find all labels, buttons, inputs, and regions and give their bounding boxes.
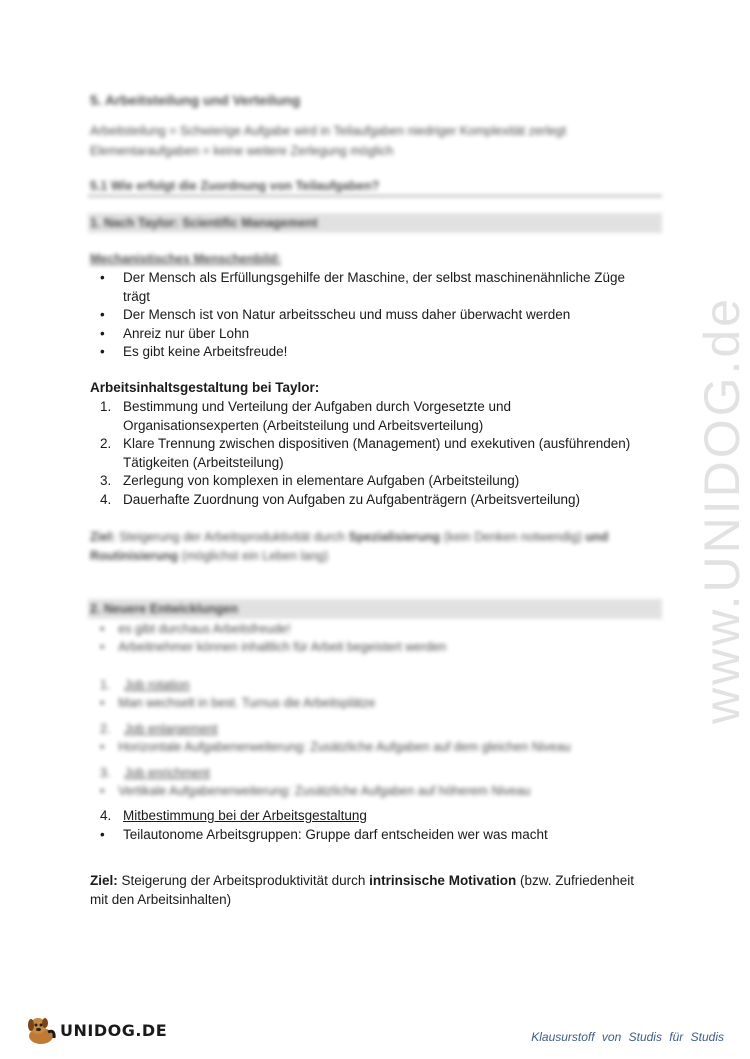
dog-mascot-icon (24, 1014, 58, 1046)
neuere-bullet-2: • Arbeitnehmer können inhaltlich für Arbeit begeistert werden (100, 640, 447, 654)
intro-line-1: Arbeitsteilung = Schwierige Aufgabe wird in Teilaufgaben niedriger Komplexität zerlegt (90, 124, 567, 138)
neuere-heading: 2. Neuere Entwicklungen (90, 602, 238, 616)
neuere-bullet-1: • es gibt durchaus Arbeitsfreude! (100, 622, 291, 636)
job-enlargement-title: 2. Job enlargement (100, 722, 218, 736)
numbered-item-continuation: Organisationsexperten (Arbeitsteilung und Arbeitsverteilung) (123, 417, 484, 433)
neuere-ziel-line-2: mit den Arbeitsinhalten) (90, 892, 232, 907)
taylor-ziel-line-1: Ziel: Steigerung der Arbeitsproduktivität durch Spezialisierung (kein Denken notwendig) und (90, 530, 609, 544)
mitbestimmung-list (90, 807, 660, 844)
taylor-heading: 1. Nach Taylor: Scientific Management (90, 216, 318, 230)
numbered-item: 2. Klare Trennung zwischen dispositiven (Management) und exekutiven (ausführenden) (100, 436, 631, 451)
menschenbild-list (90, 269, 660, 362)
footer-tagline: Klausurstoff von Studis für Studis (531, 1030, 724, 1044)
logo-text: UNIDOG.DE (60, 1020, 168, 1040)
gestaltung-list (90, 398, 660, 509)
subsection-title: 5.1 Wie erfolgt die Zuordnung von Teilaufgaben? (90, 179, 380, 193)
neuere-ziel (90, 871, 660, 909)
watermark-text: www.UNIDOG.de (694, 296, 750, 724)
subsection-rule (88, 195, 662, 197)
list-item: • Der Mensch als Erfüllungsgehilfe der Maschine, der selbst maschinenähnliche Züge (100, 270, 626, 285)
list-item-continuation: trägt (123, 288, 151, 304)
job-rotation-title: 1. Job rotation (100, 678, 190, 692)
numbered-item-continuation: Tätigkeiten (Arbeitsteilung) (123, 454, 284, 470)
numbered-item: 4. Mitbestimmung bei der Arbeitsgestaltung (100, 808, 367, 823)
footer-logo[interactable] (24, 1014, 167, 1046)
gestaltung-heading: Arbeitsinhaltsgestaltung bei Taylor: (90, 380, 320, 395)
job-enrichment-title: 3. Job enrichment (100, 766, 210, 780)
section-title: 5. Arbeitsteilung und Verteilung (90, 92, 301, 108)
menschenbild-label: Mechanistisches Menschenbild: (90, 252, 282, 266)
numbered-item: 4. Dauerhafte Zuordnung von Aufgaben zu Aufgabenträgern (Arbeitsverteilung) (100, 491, 581, 507)
list-item: • Der Mensch ist von Natur arbeitsscheu und muss daher überwacht werden (100, 307, 571, 322)
list-item: • Es gibt keine Arbeitsfreude! (100, 344, 288, 359)
job-rotation-desc: • Man wechselt in best. Turnus die Arbeitsplätze (100, 696, 376, 710)
numbered-item: 1. Bestimmung und Verteilung der Aufgaben durch Vorgesetzte und (100, 399, 512, 414)
job-enrichment-desc: • Vertikale Aufgabenerweiterung: Zusätzliche Aufgaben auf höherem Niveau (100, 784, 531, 798)
list-item: • Anreiz nur über Lohn (100, 325, 250, 341)
taylor-ziel-line-2: Routinisierung (möglichst ein Leben lang) (90, 549, 329, 563)
intro-line-2: Elementaraufgaben = keine weitere Zerlegung möglich (90, 144, 394, 158)
numbered-item: 3. Zerlegung von komplexen in elementare Aufgaben (Arbeitsteilung) (100, 473, 520, 488)
neuere-ziel-line-1: Ziel: Steigerung der Arbeitsproduktivität durch intrinsische Motivation (bzw. Zufriedenheit (90, 873, 635, 888)
job-enlargement-desc: • Horizontale Aufgabenerweiterung: Zusätzliche Aufgaben auf dem gleichen Niveau (100, 740, 571, 754)
list-item: • Teilautonome Arbeitsgruppen: Gruppe darf entscheiden wer was macht (100, 826, 548, 842)
